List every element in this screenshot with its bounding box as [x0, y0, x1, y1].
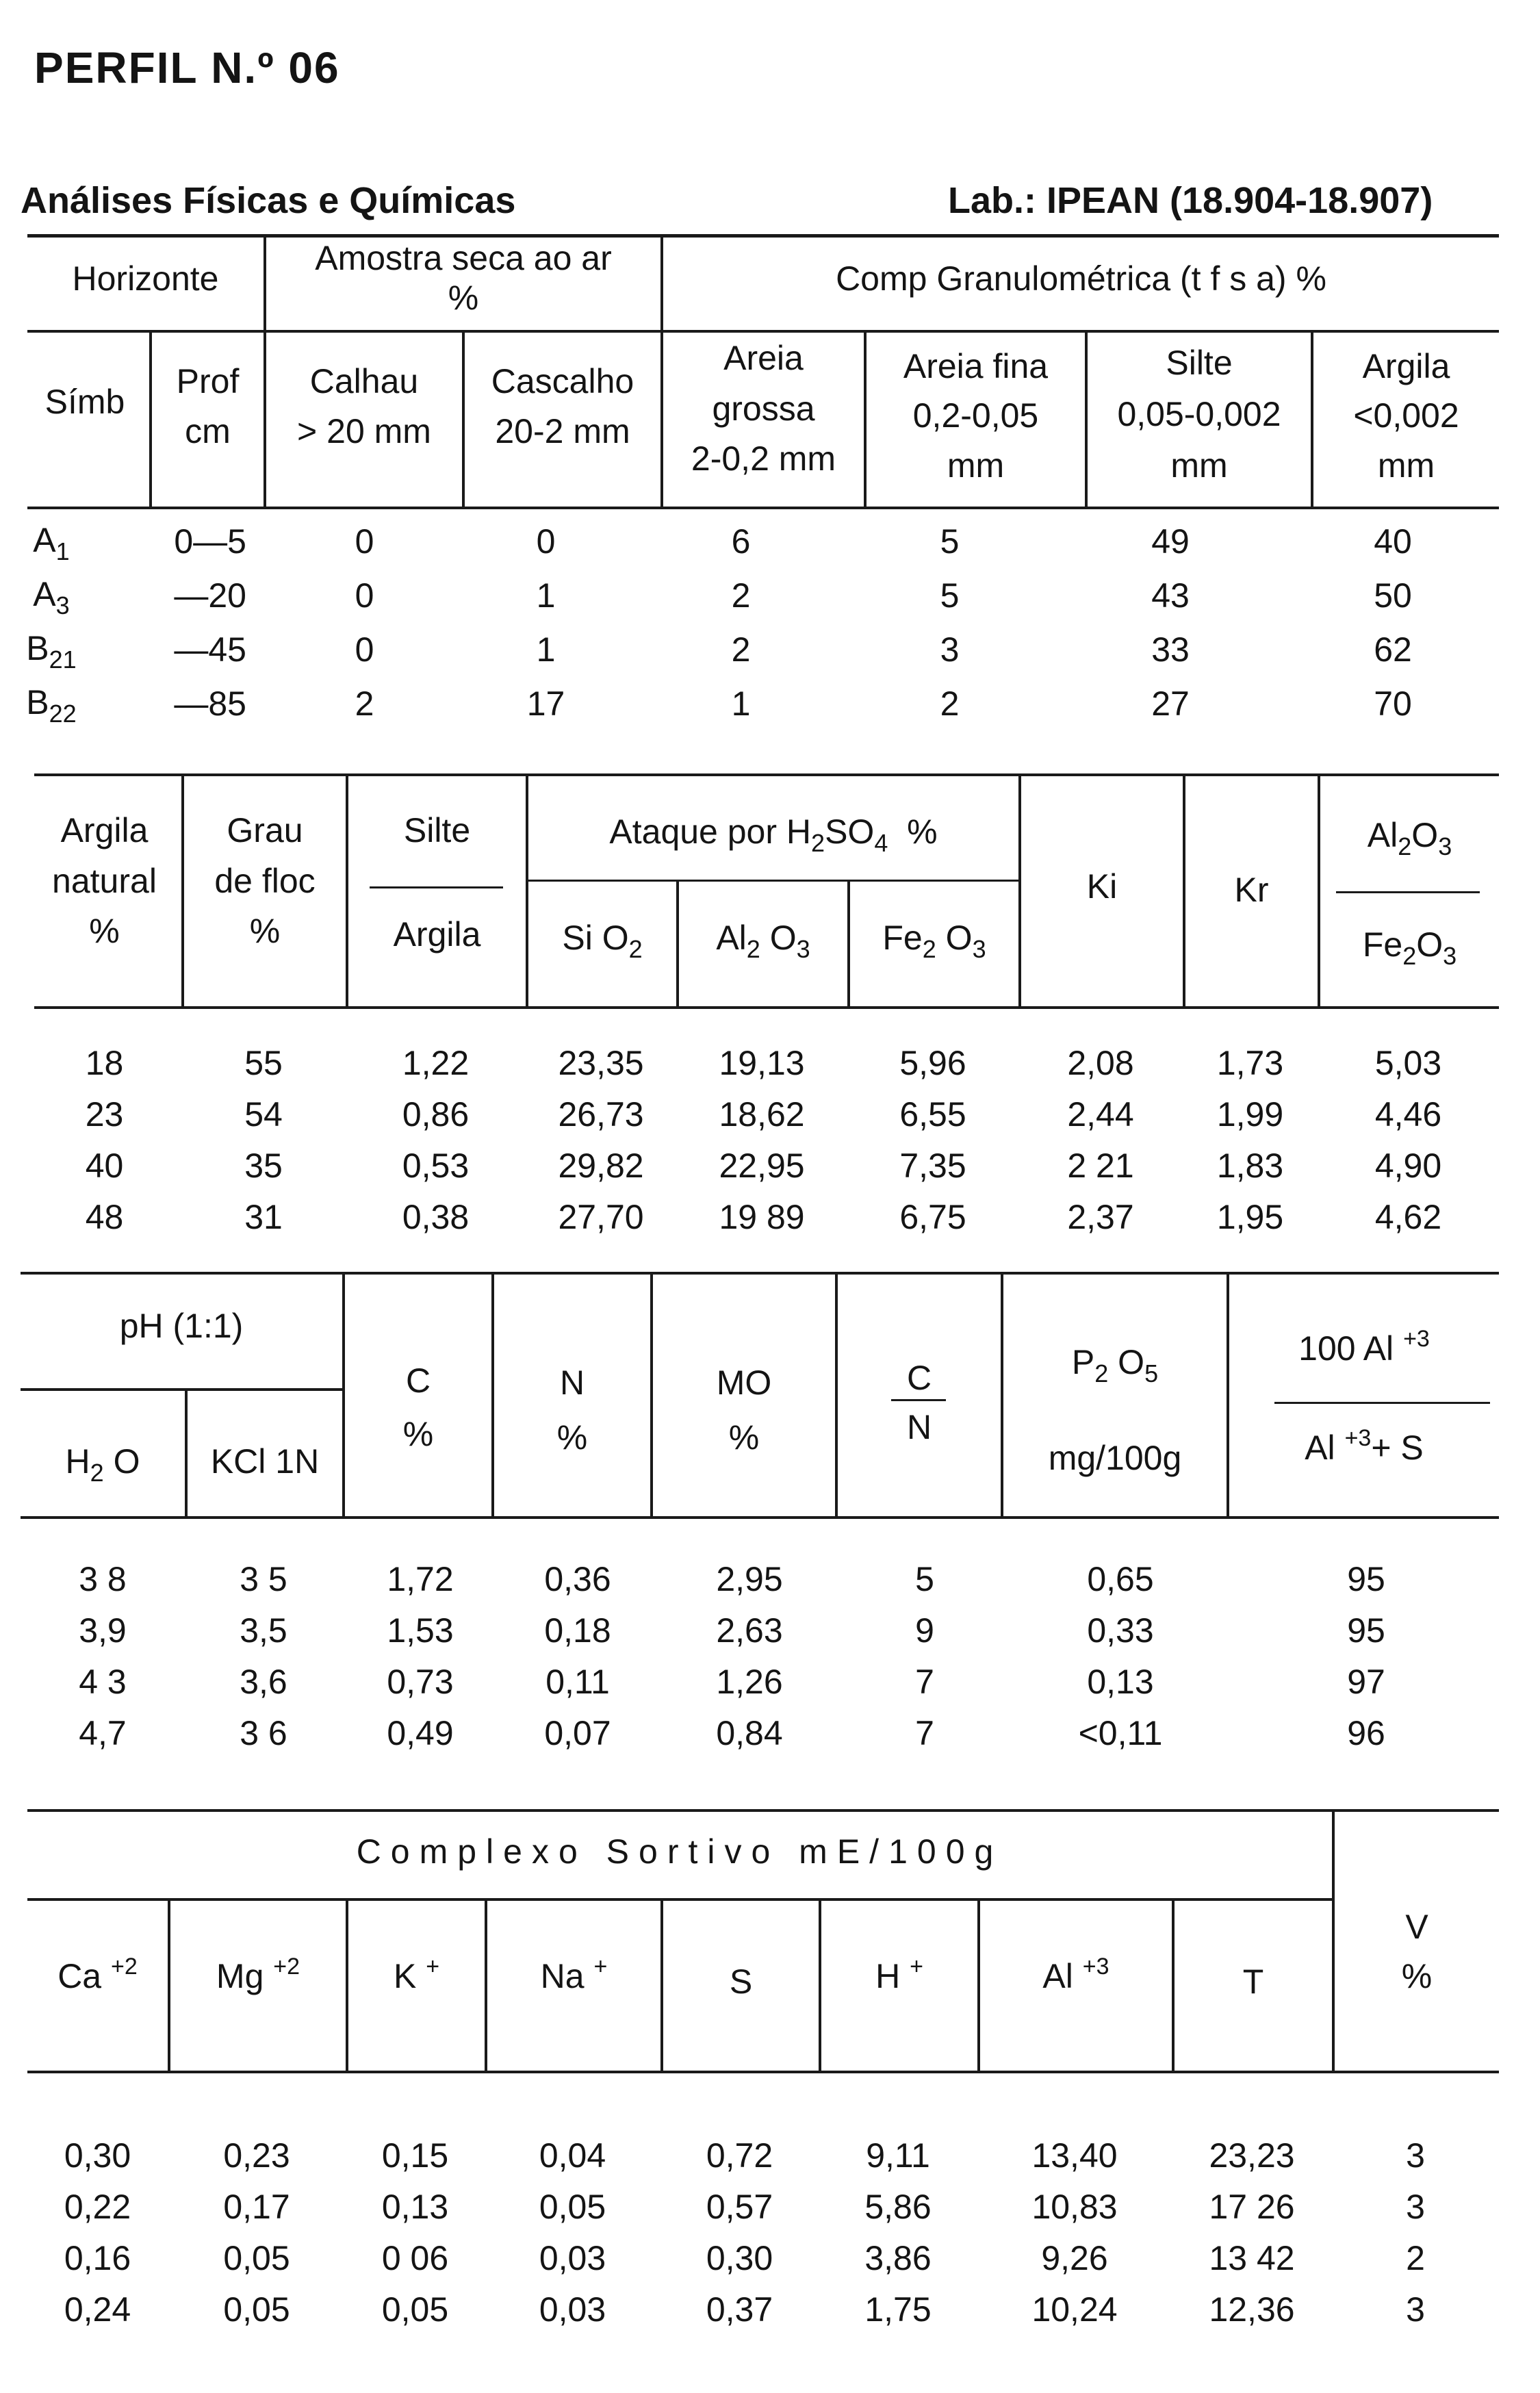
cell-fe2o3: 6,75 [899, 1198, 966, 1236]
rule [27, 507, 1499, 509]
rule [526, 880, 1018, 882]
header-sio2: Si $O_2$ [562, 919, 643, 963]
cell-silte: 43 [1151, 576, 1190, 615]
cell-grau-floc: 31 [244, 1198, 283, 1236]
cell-areia-fina: 5 [940, 522, 960, 561]
rule [526, 773, 528, 1006]
header-h2o: $H_2$ O [65, 1442, 140, 1487]
header-comp-granulometrica: Comp Granulométrica (t f s a) % [836, 259, 1326, 298]
cell-cascalho: 17 [526, 684, 565, 723]
cell-mg: 0,05 [223, 2239, 290, 2277]
cell-argila: 40 [1374, 522, 1412, 561]
rule [34, 773, 1499, 776]
cell-al-saturation: 96 [1347, 1714, 1385, 1752]
cell-p2o5: 0,13 [1087, 1663, 1154, 1701]
table-row [27, 1089, 1499, 1140]
cell-calhau: 2 [355, 684, 374, 723]
cell-p2o5: 0,33 [1087, 1611, 1154, 1650]
cell-silte: 27 [1151, 684, 1190, 723]
cell-n: 0,07 [544, 1714, 611, 1752]
cell-p2o5: 0,65 [1087, 1560, 1154, 1598]
cell-mo: 2,63 [716, 1611, 783, 1650]
header-cascalho: Cascalho [491, 362, 634, 400]
header-silte-unit: mm [1170, 446, 1228, 485]
cell-areia-fina: 3 [940, 630, 960, 669]
cell-al2o3: 19 89 [719, 1198, 805, 1236]
table-row [27, 2233, 1499, 2284]
cell-v: 3 [1406, 2188, 1425, 2226]
cell-al2o3-fe2o3: 4,90 [1374, 1147, 1442, 1185]
rule [1227, 1272, 1229, 1516]
fraction-bar [370, 886, 503, 888]
cell-ca: 0,16 [64, 2239, 131, 2277]
header-c-over-n: C [906, 1359, 932, 1397]
header-ca: Ca $^{+2}$ [57, 1954, 138, 1995]
cell-al: 10,24 [1031, 2290, 1118, 2329]
cell-al2o3: 22,95 [719, 1147, 805, 1185]
cell-c: 0,73 [387, 1663, 454, 1701]
table-row [0, 623, 1499, 677]
cell-mo: 0,84 [716, 1714, 783, 1752]
header-fina-range: 0,2-0,05 [912, 396, 1039, 435]
cell-al2o3-fe2o3: 4,46 [1374, 1095, 1442, 1134]
granulometry-rows [0, 515, 1499, 731]
cell-v: 3 [1406, 2136, 1425, 2175]
header-p2o5: $P_2$ $O_5$ [1071, 1343, 1159, 1387]
cell-simb: $A_3$ [33, 575, 70, 619]
cell-cascalho: 1 [536, 630, 556, 669]
header-calhau: Calhau [309, 362, 419, 400]
cell-na: 0,04 [539, 2136, 606, 2175]
cell-fe2o3: 6,55 [899, 1095, 966, 1134]
table-row [27, 1038, 1499, 1089]
cell-al2o3-fe2o3: 5,03 [1374, 1044, 1442, 1082]
table-row [27, 1140, 1499, 1192]
cell-sio2: 29,82 [558, 1147, 644, 1185]
cell-ki: 2,44 [1067, 1095, 1134, 1134]
rule [21, 1388, 342, 1391]
cell-mg: 0,23 [223, 2136, 290, 2175]
cell-na: 0,03 [539, 2239, 606, 2277]
cell-s: 0,37 [706, 2290, 773, 2329]
cell-ph-h2o: 3,9 [79, 1611, 127, 1650]
cell-simb: $B_{21}$ [26, 629, 77, 674]
header-k: K + [393, 1954, 440, 1995]
fraction-bar [1274, 1402, 1490, 1404]
rule [21, 1516, 1499, 1519]
cell-s: 0,57 [706, 2188, 773, 2226]
cell-argila: 70 [1374, 684, 1412, 723]
header-grossa: grossa [712, 389, 815, 428]
cell-ph-kcl: 3 6 [240, 1714, 287, 1752]
cell-calhau: 0 [355, 630, 374, 669]
header-s: S [729, 1962, 753, 2001]
rule [1001, 1272, 1003, 1516]
header-t: T [1242, 1962, 1264, 2001]
cell-sio2: 27,70 [558, 1198, 644, 1236]
cell-grau-floc: 54 [244, 1095, 283, 1134]
cell-prof: —45 [174, 630, 246, 669]
header-argila: Argila [1362, 347, 1450, 385]
header-n: N [559, 1364, 585, 1402]
header-natural: natural [52, 862, 157, 900]
cell-na: 0,05 [539, 2188, 606, 2226]
cell-al: 13,40 [1031, 2136, 1118, 2175]
header-h: H + [875, 1954, 923, 1995]
cell-na: 0,03 [539, 2290, 606, 2329]
cell-fe2o3: 7,35 [899, 1147, 966, 1185]
header-simb: Símb [44, 383, 125, 421]
header-mo: MO [716, 1364, 772, 1402]
cell-argila: 50 [1374, 576, 1412, 615]
cell-s: 0,30 [706, 2239, 773, 2277]
header-mg: Mg $^{+2}$ [216, 1954, 300, 1995]
cell-al-saturation: 95 [1347, 1611, 1385, 1650]
header-p2o5-unit: mg/100g [1048, 1439, 1182, 1477]
header-kr: Kr [1234, 871, 1269, 909]
cell-s: 0,72 [706, 2136, 773, 2175]
header-ph: pH (1:1) [119, 1307, 244, 1345]
header-silte-range: 0,05-0,002 [1117, 395, 1281, 433]
cell-n: 0,36 [544, 1560, 611, 1598]
rule [1318, 773, 1320, 1006]
cell-c: 0,49 [387, 1714, 454, 1752]
subtitle: Análises Físicas e Químicas [21, 180, 516, 221]
header-kcl: KCl 1N [210, 1442, 320, 1481]
cell-argila-natural: 48 [85, 1198, 124, 1236]
header-al: Al $^{+3}$ [1042, 1954, 1109, 1995]
cell-ph-kcl: 3 5 [240, 1560, 287, 1598]
header-fe2o3-ratio: $Fe_2O_3$ [1362, 925, 1457, 970]
cell-areia-grossa: 2 [731, 630, 751, 669]
header-de-floc: de floc [214, 862, 316, 900]
header-cascalho-range: 20-2 mm [495, 412, 630, 450]
cell-h: 5,86 [864, 2188, 932, 2226]
header-prof-unit: cm [185, 412, 231, 450]
cell-areia-grossa: 1 [731, 684, 751, 723]
cell-silte: 49 [1151, 522, 1190, 561]
cell-ki: 2,37 [1067, 1198, 1134, 1236]
cell-silte: 33 [1151, 630, 1190, 669]
ph-rows [21, 1554, 1499, 1759]
header-fina-unit: mm [947, 446, 1005, 485]
table-row [27, 1192, 1499, 1243]
cell-ph-kcl: 3,6 [240, 1663, 287, 1701]
cell-simb: $A_1$ [33, 521, 70, 565]
header-silte: Silte [1166, 344, 1233, 382]
cell-grau-floc: 35 [244, 1147, 283, 1185]
cell-h: 1,75 [864, 2290, 932, 2329]
table-row [21, 1708, 1499, 1759]
cell-v: 2 [1406, 2239, 1425, 2277]
fraction-bar [891, 1399, 946, 1401]
header-floc-pct: % [249, 912, 281, 950]
header-argila-ratio: Argila [393, 915, 481, 954]
cell-al2o3: 19,13 [719, 1044, 805, 1082]
cell-cascalho: 1 [536, 576, 556, 615]
table-row [21, 1554, 1499, 1605]
cell-argila-natural: 40 [85, 1147, 124, 1185]
cell-silte-argila: 0,86 [402, 1095, 470, 1134]
cell-t: 13 42 [1209, 2239, 1295, 2277]
cell-n: 0,18 [544, 1611, 611, 1650]
cell-simb: $B_{22}$ [26, 683, 77, 728]
cell-n: 0,11 [546, 1663, 610, 1701]
cell-mo: 2,95 [716, 1560, 783, 1598]
cell-t: 17 26 [1209, 2188, 1295, 2226]
cell-mg: 0,05 [223, 2290, 290, 2329]
cell-silte-argila: 0,38 [402, 1198, 470, 1236]
cell-ki: 2,08 [1067, 1044, 1134, 1082]
header-ataque: Ataque por $H_2SO_4$ % [609, 812, 938, 857]
lab-reference: Lab.: IPEAN (18.904-18.907) [948, 180, 1433, 221]
table-row [0, 677, 1499, 731]
cell-k: 0,05 [381, 2290, 449, 2329]
header-c-pct: % [402, 1415, 434, 1453]
cell-kr: 1,99 [1216, 1095, 1284, 1134]
rule [34, 1006, 1499, 1009]
cell-argila-natural: 18 [85, 1044, 124, 1082]
header-argila-range: <0,002 [1353, 396, 1459, 435]
header-v-pct: % [1401, 1957, 1433, 1995]
cell-ca: 0,22 [64, 2188, 131, 2226]
rule [21, 1272, 1499, 1275]
cell-c-n: 5 [915, 1560, 934, 1598]
cell-ca: 0,30 [64, 2136, 131, 2175]
rule [346, 773, 348, 1006]
cell-prof: —85 [174, 684, 246, 723]
cell-mo: 1,26 [716, 1663, 783, 1701]
rule [27, 330, 1499, 333]
header-areia-fina: Areia fina [903, 347, 1049, 385]
header-horizonte: Horizonte [72, 259, 219, 298]
cell-grau-floc: 55 [244, 1044, 283, 1082]
cell-al-saturation: 97 [1347, 1663, 1385, 1701]
ataque-rows [27, 1038, 1499, 1243]
cell-calhau: 0 [355, 522, 374, 561]
cell-argila-natural: 23 [85, 1095, 124, 1134]
header-natural-pct: % [89, 912, 120, 950]
header-al-saturation: 100 Al $^{+3}$ [1298, 1326, 1430, 1368]
cell-t: 23,23 [1209, 2136, 1295, 2175]
complexo-rows [27, 2130, 1499, 2336]
table-row [21, 1656, 1499, 1708]
header-amostra: Amostra seca ao ar [315, 239, 612, 277]
cell-ph-h2o: 3 8 [79, 1560, 127, 1598]
cell-areia-grossa: 6 [731, 522, 751, 561]
cell-c-n: 7 [915, 1714, 934, 1752]
header-mo-pct: % [728, 1418, 760, 1457]
table-row [0, 515, 1499, 569]
cell-mg: 0,17 [223, 2188, 290, 2226]
table-row [0, 569, 1499, 623]
header-argila-unit: mm [1377, 446, 1435, 485]
cell-v: 3 [1406, 2290, 1425, 2329]
cell-areia-grossa: 2 [731, 576, 751, 615]
cell-ph-kcl: 3,5 [240, 1611, 287, 1650]
header-na: Na + [540, 1954, 608, 1995]
cell-k: 0,13 [381, 2188, 449, 2226]
cell-silte-argila: 1,22 [402, 1044, 470, 1082]
header-calhau-range: > 20 mm [297, 412, 431, 450]
cell-k: 0,15 [381, 2136, 449, 2175]
table-row [27, 2284, 1499, 2336]
cell-al-saturation: 95 [1347, 1560, 1385, 1598]
header-v: V [1405, 1908, 1428, 1946]
header-argila-natural: Argila [60, 811, 149, 849]
cell-c: 1,53 [387, 1611, 454, 1650]
cell-h: 9,11 [866, 2136, 930, 2175]
cell-sio2: 26,73 [558, 1095, 644, 1134]
fraction-bar [1336, 891, 1480, 893]
cell-calhau: 0 [355, 576, 374, 615]
cell-h: 3,86 [864, 2239, 932, 2277]
cell-areia-fina: 5 [940, 576, 960, 615]
cell-c: 1,72 [387, 1560, 454, 1598]
header-al2o3: $Al_2$ $O_3$ [716, 919, 810, 963]
cell-al2o3-fe2o3: 4,62 [1374, 1198, 1442, 1236]
rule [27, 1898, 1335, 1901]
table-row [21, 1605, 1499, 1656]
cell-c-n: 7 [915, 1663, 934, 1701]
cell-al2o3: 18,62 [719, 1095, 805, 1134]
header-c: C [405, 1361, 431, 1400]
table-row [27, 2130, 1499, 2181]
cell-areia-fina: 2 [940, 684, 960, 723]
rule [27, 1809, 1499, 1812]
header-fe2o3: $Fe_2$ $O_3$ [882, 919, 986, 963]
page-title: PERFIL N.º 06 [34, 43, 340, 92]
header-silte-ratio: Silte [403, 811, 471, 849]
header-al-s: Al $^{+3}$+ S [1305, 1425, 1424, 1467]
header-n-pct: % [556, 1418, 588, 1457]
cell-prof: —20 [174, 576, 246, 615]
header-amostra-pct: % [448, 279, 479, 317]
header-grau: Grau [227, 811, 303, 849]
cell-al: 10,83 [1031, 2188, 1118, 2226]
cell-p2o5: <0,11 [1078, 1714, 1163, 1752]
header-complexo-sortivo: Complexo Sortivo mE/100g [356, 1832, 1003, 1871]
header-n-den: N [906, 1408, 932, 1446]
cell-ph-h2o: 4,7 [79, 1714, 127, 1752]
header-ki: Ki [1086, 867, 1118, 906]
rule [27, 2071, 1499, 2073]
header-grossa-range: 2-0,2 mm [691, 439, 836, 478]
cell-kr: 1,73 [1216, 1044, 1284, 1082]
cell-ki: 2 21 [1067, 1147, 1134, 1185]
cell-ph-h2o: 4 3 [79, 1663, 127, 1701]
cell-cascalho: 0 [536, 522, 556, 561]
header-prof: Prof [176, 362, 240, 400]
cell-prof: 0—5 [174, 522, 246, 561]
header-al2o3-ratio: $Al_2O_3$ [1367, 816, 1452, 860]
table-row [27, 2181, 1499, 2233]
cell-ca: 0,24 [64, 2290, 131, 2329]
cell-c-n: 9 [915, 1611, 934, 1650]
cell-al: 9,26 [1041, 2239, 1108, 2277]
rule [27, 234, 1499, 238]
cell-sio2: 23,35 [558, 1044, 644, 1082]
cell-k: 0 06 [381, 2239, 449, 2277]
cell-kr: 1,83 [1216, 1147, 1284, 1185]
cell-kr: 1,95 [1216, 1198, 1284, 1236]
cell-t: 12,36 [1209, 2290, 1295, 2329]
cell-silte-argila: 0,53 [402, 1147, 470, 1185]
header-areia-grossa: Areia [723, 339, 804, 377]
cell-argila: 62 [1374, 630, 1412, 669]
cell-fe2o3: 5,96 [899, 1044, 966, 1082]
